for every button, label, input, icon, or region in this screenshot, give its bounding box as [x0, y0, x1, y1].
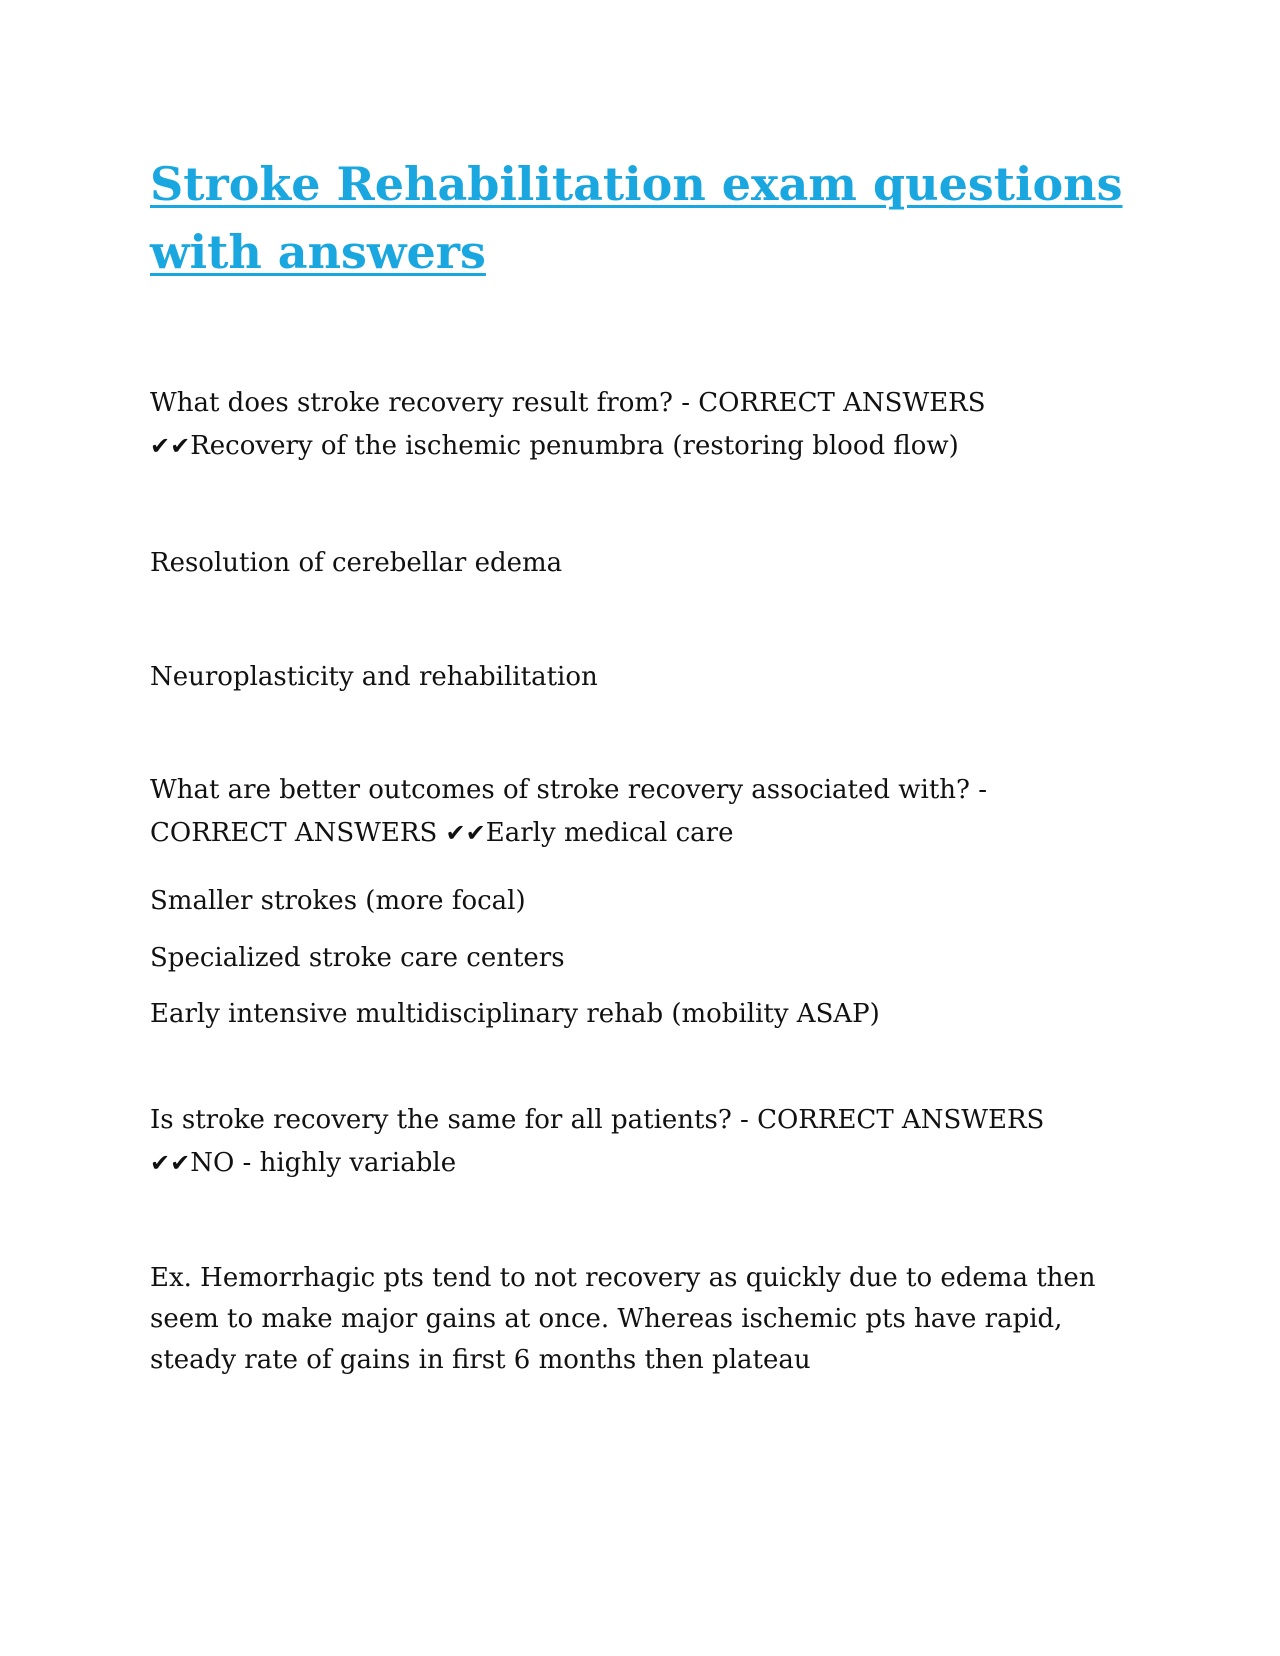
answer-line: Resolution of cerebellar edema [150, 548, 563, 578]
question-text: Is stroke recovery the same for all patients? - CORRECT ANSWERS [150, 1105, 1045, 1135]
answer-line: Neuroplasticity and rehabilitation [150, 662, 598, 692]
answer-text: Early medical care [485, 818, 734, 848]
document-page [150, 150, 1130, 1375]
document-title: Stroke Rehabilitation exam questions with answers [150, 157, 1123, 279]
qa-block-1 [150, 382, 1130, 468]
qa-block-3 [150, 1099, 1130, 1185]
answer-text: Recovery of the ischemic penumbra (restoring blood flow) [190, 431, 959, 461]
check-marks-icon: ✔✔ [150, 432, 191, 460]
answer-line: Early intensive multidisciplinary rehab (mobility ASAP) [150, 999, 880, 1029]
answer-line: Smaller strokes (more focal) [150, 886, 526, 916]
question-text: What are better outcomes of stroke recovery associated with? - CORRECT ANSWERS [150, 775, 988, 848]
question-text: What does stroke recovery result from? - CORRECT ANSWERS [150, 388, 986, 418]
answer-paragraph: Ex. Hemorrhagic pts tend to not recovery as quickly due to edema then seem to make major gains at once. Whereas ischemic pts have rapid, steady rate of gains in first 6 months then plateau [150, 1263, 1096, 1375]
answer-line: Specialized stroke care centers [150, 943, 565, 973]
check-marks-icon: ✔✔ [150, 1149, 191, 1177]
answer-text: NO - highly variable [190, 1148, 457, 1178]
check-marks-icon: ✔✔ [445, 819, 486, 847]
qa-block-2 [150, 769, 1130, 855]
